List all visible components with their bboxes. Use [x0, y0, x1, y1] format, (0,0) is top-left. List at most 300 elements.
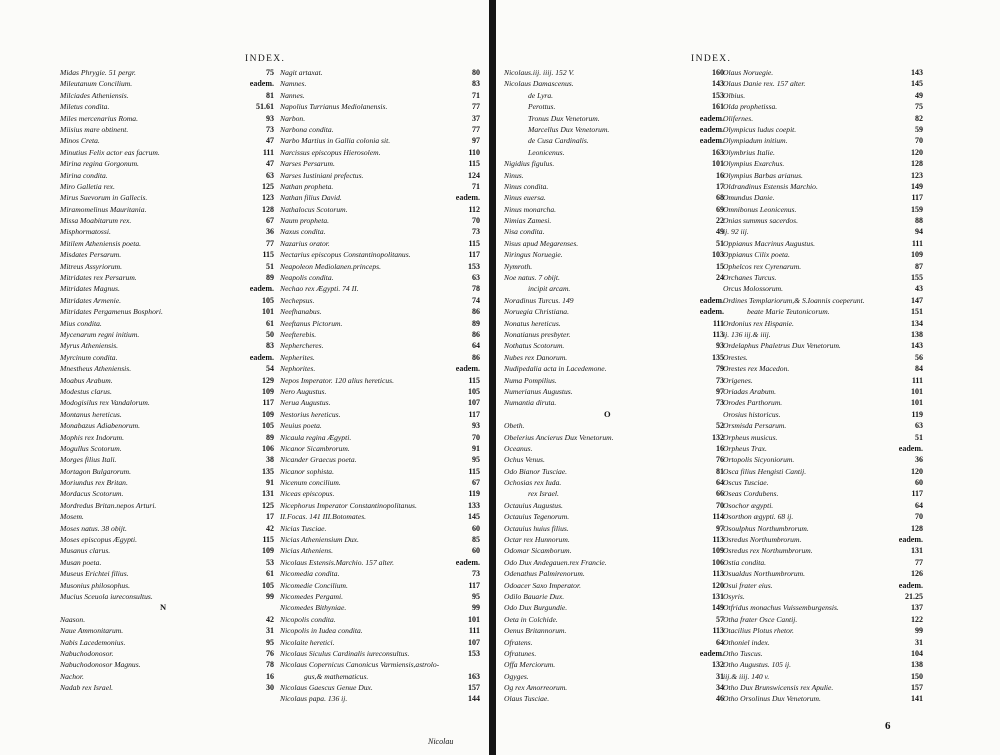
index-entry [60, 432, 278, 443]
left-index-column-1 [60, 67, 278, 693]
index-entry [504, 580, 726, 591]
entry-page-ref: 115 [262, 535, 274, 545]
index-entry [504, 568, 726, 579]
index-entry [723, 637, 935, 648]
index-entry [504, 90, 726, 101]
index-entry [280, 340, 480, 351]
index-entry [60, 443, 278, 454]
entry-page-ref: 109 [262, 546, 274, 556]
entry-page-ref: 56 [915, 352, 923, 362]
entry-page-ref: 95 [266, 637, 274, 647]
index-entry [723, 158, 935, 169]
entry-page-ref: 133 [468, 500, 480, 510]
entry-page-ref: 123 [262, 193, 274, 203]
entry-text: Nadab rex Israel. [60, 683, 114, 693]
entry-text: Nepherites. [280, 352, 315, 362]
index-entry [60, 477, 278, 488]
index-entry [504, 318, 726, 329]
entry-page-ref: 42 [266, 523, 274, 533]
entry-text: Osca filius Hengisti Cantij. [723, 466, 807, 476]
entry-page-ref: eadem. [699, 124, 724, 134]
entry-text: Neapolis condita. [280, 273, 334, 283]
index-entry [723, 648, 935, 659]
index-entry [60, 78, 278, 89]
entry-text: Niceas episcopus. [280, 489, 335, 499]
entry-page-ref: 73 [716, 375, 724, 385]
entry-page-ref: 153 [712, 90, 724, 100]
entry-text: gus,& mathematicus. [304, 671, 369, 681]
entry-text: Mitridates Armenie. [60, 295, 122, 305]
index-entry [60, 226, 278, 237]
entry-text: Odilo Bauarie Dux. [504, 591, 565, 601]
entry-page-ref: 128 [262, 204, 274, 214]
entry-page-ref: 132 [712, 432, 724, 442]
entry-page-ref: 99 [472, 603, 480, 613]
entry-page-ref: 97 [472, 136, 480, 146]
entry-page-ref: 81 [716, 466, 724, 476]
entry-page-ref: 99 [915, 626, 923, 636]
index-entry [60, 545, 278, 556]
entry-text: Offa Merciorum. [504, 660, 556, 670]
index-entry [280, 67, 480, 78]
entry-text: Nabuchodonosor Magnus. [60, 660, 141, 670]
entry-page-ref: 101 [712, 159, 724, 169]
entry-page-ref: 119 [468, 489, 480, 499]
entry-text: Nicephorus Imperator Constantinopolitanus. [280, 500, 417, 510]
index-entry [60, 580, 278, 591]
entry-page-ref: 128 [911, 159, 923, 169]
entry-page-ref: 61 [266, 318, 274, 328]
entry-page-ref: 113 [712, 569, 724, 579]
entry-text: Olbius. [723, 90, 746, 100]
entry-page-ref: 119 [911, 409, 923, 419]
entry-page-ref: 106 [262, 443, 274, 453]
entry-page-ref: 59 [915, 124, 923, 134]
entry-text: Moriundus rex Britan. [60, 478, 128, 488]
entry-page-ref: 120 [712, 580, 724, 590]
entry-page-ref: 78 [266, 660, 274, 670]
index-entry [280, 113, 480, 124]
index-entry [280, 523, 480, 534]
entry-page-ref: 64 [716, 637, 724, 647]
index-entry [504, 693, 726, 704]
entry-page-ref: eadem. [898, 443, 923, 453]
index-entry [280, 124, 480, 135]
entry-text: Leonicenus. [528, 147, 565, 157]
entry-text: Modogisilus rex Vandalorum. [60, 398, 150, 408]
entry-page-ref: 67 [472, 478, 480, 488]
entry-text: Noradinus Turcus. 149 [504, 295, 574, 305]
entry-page-ref: 60 [472, 546, 480, 556]
entry-text: Olympius Exarchus. [723, 159, 785, 169]
entry-text: Nerua Augustus. [280, 398, 331, 408]
entry-text: II.Focas. 141 III.Botomates. [280, 512, 367, 522]
entry-page-ref: 87 [915, 261, 923, 271]
index-entry [60, 238, 278, 249]
entry-page-ref: 70 [915, 136, 923, 146]
entry-text: Olaus Noruegie. [723, 68, 774, 77]
entry-page-ref: 135 [262, 466, 274, 476]
entry-text: Orestes. [723, 352, 748, 362]
entry-page-ref: 105 [262, 295, 274, 305]
index-entry [504, 466, 726, 477]
entry-text: Ninus euersa. [504, 193, 546, 203]
index-entry [280, 671, 480, 682]
entry-text: Nymroth. [504, 261, 533, 271]
entry-text: Naxus condita. [280, 227, 326, 237]
index-entry [723, 226, 935, 237]
index-entry [504, 500, 726, 511]
entry-text: Mogullus Scotorum. [60, 443, 122, 453]
entry-page-ref: 132 [712, 660, 724, 670]
index-entry [280, 693, 480, 704]
index-entry [723, 261, 935, 272]
entry-page-ref: 103 [712, 250, 724, 260]
entry-page-ref: 17 [716, 181, 724, 191]
entry-text: Oeta in Colchide. [504, 614, 558, 624]
index-entry [60, 568, 278, 579]
entry-text: Mirina regina Gorgonum. [60, 159, 139, 169]
entry-text: Olifernes. [723, 113, 754, 123]
entry-text: Orestes rex Macedon. [723, 364, 790, 374]
entry-text: Marcellus Dux Venetorum. [528, 124, 610, 134]
entry-page-ref: 123 [911, 170, 923, 180]
index-entry [504, 614, 726, 625]
entry-page-ref: 52 [716, 421, 724, 431]
entry-text: Osyris. [723, 591, 745, 601]
index-entry [60, 147, 278, 158]
right-index-column-1 [504, 67, 726, 705]
index-entry [723, 340, 935, 351]
entry-text: Nubes rex Danorum. [504, 352, 568, 362]
entry-page-ref: 77 [472, 124, 480, 134]
index-entry [504, 124, 726, 135]
left-page [40, 0, 485, 755]
entry-text: Otha frater Osce Cantij. [723, 614, 798, 624]
index-entry [280, 591, 480, 602]
entry-page-ref: 93 [472, 421, 480, 431]
entry-page-ref: 117 [262, 398, 274, 408]
entry-page-ref: 101 [262, 307, 274, 317]
index-entry [60, 283, 278, 294]
index-entry [60, 454, 278, 465]
index-entry [60, 192, 278, 203]
entry-page-ref: 79 [716, 364, 724, 374]
entry-page-ref: 30 [266, 683, 274, 693]
index-entry [504, 420, 726, 431]
entry-page-ref: 150 [911, 671, 923, 681]
index-entry [504, 181, 726, 192]
entry-text: Nathan propheta. [280, 181, 334, 191]
entry-text: Odoacer Saxo Imperator. [504, 580, 581, 590]
entry-page-ref: 125 [262, 500, 274, 510]
index-entry [723, 352, 935, 363]
entry-page-ref: 63 [472, 273, 480, 283]
entry-text: Olaus Danie rex. 157 alter. [723, 79, 806, 89]
right-index-column-2 [723, 67, 935, 705]
index-entry [504, 534, 726, 545]
index-entry [60, 135, 278, 146]
entry-page-ref: 16 [266, 671, 274, 681]
entry-text: Odomar Sicamborum. [504, 546, 572, 556]
index-entry [504, 625, 726, 636]
index-entry [723, 454, 935, 465]
index-entry [60, 488, 278, 499]
entry-text: Mycenarum regni initium. [60, 329, 140, 339]
entry-text: Osredus rex Northumbrorum. [723, 546, 813, 556]
index-entry [60, 318, 278, 329]
entry-text: Mortagon Bulgarorum. [60, 466, 132, 476]
index-entry [60, 614, 278, 625]
entry-page-ref: 76 [716, 455, 724, 465]
index-entry [723, 306, 935, 317]
entry-text: Nephercheres. [280, 341, 324, 351]
entry-text: O [604, 408, 611, 419]
entry-page-ref: eadem. [249, 352, 274, 362]
entry-text: Nannes. [280, 90, 305, 100]
entry-page-ref: 141 [911, 694, 923, 704]
entry-page-ref: 115 [468, 375, 480, 385]
entry-page-ref: 134 [911, 318, 923, 328]
index-entry [60, 500, 278, 511]
index-entry [60, 363, 278, 374]
catchword: Nicolau [428, 737, 454, 746]
index-entry [504, 306, 726, 317]
entry-text: Osoulphus Northumbrorum. [723, 523, 809, 533]
entry-text: Nicolaus Damascenus. [504, 79, 574, 89]
entry-page-ref: 70 [915, 512, 923, 522]
entry-text: Nisa condita. [504, 227, 545, 237]
entry-text: Nabuchodonosor. [60, 648, 114, 658]
entry-text: Nicanor Sicambrorum. [280, 443, 350, 453]
entry-page-ref: 95 [472, 591, 480, 601]
index-entry [280, 432, 480, 443]
entry-text: incipit arcam. [528, 284, 571, 294]
entry-page-ref: 17 [266, 512, 274, 522]
entry-page-ref: 117 [468, 580, 480, 590]
entry-text: Nonatianus presbyter. [504, 329, 571, 339]
entry-text: Orosius historicus. [723, 409, 781, 419]
index-entry [504, 375, 726, 386]
entry-page-ref: 85 [472, 535, 480, 545]
entry-page-ref: 125 [262, 181, 274, 191]
entry-page-ref: 105 [262, 580, 274, 590]
index-entry [280, 545, 480, 556]
entry-page-ref: 66 [716, 489, 724, 499]
index-entry [504, 283, 726, 294]
index-entry [504, 659, 726, 670]
index-entry [723, 568, 935, 579]
index-entry [723, 591, 935, 602]
index-entry [723, 477, 935, 488]
section-letter [60, 602, 278, 613]
entry-page-ref: 73 [266, 124, 274, 134]
entry-page-ref: 157 [911, 683, 923, 693]
index-entry [60, 420, 278, 431]
index-entry [723, 432, 935, 443]
entry-page-ref: 86 [472, 352, 480, 362]
entry-text: Nathalocus Scotorum. [280, 204, 348, 214]
index-entry [504, 432, 726, 443]
entry-text: Ninus condita. [504, 181, 549, 191]
entry-page-ref: 111 [468, 626, 480, 636]
index-entry [280, 375, 480, 386]
entry-page-ref: 117 [468, 250, 480, 260]
index-entry [723, 204, 935, 215]
entry-page-ref: 51 [266, 261, 274, 271]
entry-page-ref: 153 [468, 648, 480, 658]
index-entry [280, 682, 480, 693]
entry-page-ref: 107 [468, 398, 480, 408]
entry-page-ref: 93 [716, 341, 724, 351]
index-entry [723, 443, 935, 454]
index-entry [280, 238, 480, 249]
entry-text: Olaus Tusciae. [504, 694, 550, 704]
entry-text: Nicolaus papa. 136 ij. [280, 694, 348, 704]
entry-page-ref: 113 [712, 329, 724, 339]
entry-page-ref: 113 [712, 626, 724, 636]
entry-text: Mosem. [60, 512, 84, 522]
index-entry [60, 272, 278, 283]
index-entry [60, 682, 278, 693]
index-entry [723, 329, 935, 340]
entry-page-ref: 51 [915, 432, 923, 442]
entry-page-ref: 70 [716, 500, 724, 510]
entry-page-ref: 126 [911, 569, 923, 579]
index-entry [280, 420, 480, 431]
entry-text: Ninus. [504, 170, 524, 180]
entry-page-ref: 113 [712, 535, 724, 545]
entry-text: Olympiadum initium. [723, 136, 788, 146]
index-entry [723, 420, 935, 431]
entry-page-ref: 75 [915, 102, 923, 112]
entry-page-ref: 105 [468, 386, 480, 396]
index-entry [280, 90, 480, 101]
entry-page-ref: eadem. [699, 307, 724, 317]
entry-text: Nicaula regina Ægypti. [280, 432, 352, 442]
index-entry [504, 352, 726, 363]
index-entry [280, 409, 480, 420]
index-entry [60, 511, 278, 522]
index-entry [60, 625, 278, 636]
entry-page-ref: 107 [468, 637, 480, 647]
entry-page-ref: 131 [262, 489, 274, 499]
index-entry [60, 158, 278, 169]
entry-text: Ochus Venus. [504, 455, 545, 465]
index-entry [280, 306, 480, 317]
index-entry [280, 318, 480, 329]
entry-text: Oppianus Cilix poeta. [723, 250, 790, 260]
entry-page-ref: 159 [911, 204, 923, 214]
index-entry [280, 477, 480, 488]
entry-text: Nicias Tusciae. [280, 523, 327, 533]
entry-page-ref: 70 [472, 432, 480, 442]
entry-text: Nachor. [60, 671, 84, 681]
index-entry [723, 545, 935, 556]
index-entry [280, 488, 480, 499]
index-entry [280, 249, 480, 260]
entry-page-ref: 86 [472, 307, 480, 317]
index-entry [723, 272, 935, 283]
entry-page-ref: 143 [712, 79, 724, 89]
index-entry [504, 295, 726, 306]
entry-page-ref: 22 [716, 216, 724, 226]
entry-page-ref: 145 [911, 79, 923, 89]
entry-page-ref: 81 [266, 90, 274, 100]
entry-page-ref: eadem. [699, 295, 724, 305]
index-entry [60, 181, 278, 192]
entry-text: iij.& iiij. 140 v. [723, 671, 770, 681]
entry-text: Narbon. [280, 113, 306, 123]
entry-text: rex Israel. [528, 489, 559, 499]
entry-text: Omnibonus Leonicenus. [723, 204, 797, 214]
entry-text: Obeth. [504, 421, 525, 431]
index-entry [723, 488, 935, 499]
entry-page-ref: 86 [472, 329, 480, 339]
entry-text: beate Marie Teutonicorum. [747, 307, 830, 317]
entry-text: Musanus clarus. [60, 546, 111, 556]
entry-page-ref: 71 [472, 90, 480, 100]
entry-page-ref: 49 [716, 227, 724, 237]
entry-page-ref: 57 [716, 614, 724, 624]
entry-text: Ophelcos rex Cyrenarum. [723, 261, 802, 271]
entry-text: Perottus. [528, 102, 556, 112]
entry-text: Nicias Atheniensium Dux. [280, 535, 359, 545]
entry-page-ref: 67 [266, 216, 274, 226]
entry-text: Nicolaus Copernicus Canonicus Varmiensis,astrolo- [280, 660, 440, 670]
entry-page-ref: 31 [915, 637, 923, 647]
entry-page-ref: 34 [716, 683, 724, 693]
entry-text: Nicopolis condita. [280, 614, 336, 624]
entry-text: Miletus condita. [60, 102, 110, 112]
index-entry [723, 602, 935, 613]
right-page [501, 0, 951, 755]
entry-text: Nicolaite heretici. [280, 637, 335, 647]
index-entry [280, 511, 480, 522]
entry-text: Nicanor sophista. [280, 466, 335, 476]
entry-text: Othoniel index. [723, 637, 770, 647]
index-entry [60, 204, 278, 215]
entry-text: Neapoleon Mediolanen.princeps. [280, 261, 382, 271]
index-entry [504, 454, 726, 465]
entry-text: Olymbrius Italie. [723, 147, 775, 157]
entry-page-ref: 143 [911, 341, 923, 351]
entry-page-ref: 115 [468, 159, 480, 169]
index-entry [723, 511, 935, 522]
entry-page-ref: 74 [472, 295, 480, 305]
entry-page-ref: 112 [468, 204, 480, 214]
entry-text: Moses natus. 38 obijt. [60, 523, 127, 533]
entry-page-ref: 109 [712, 546, 724, 556]
entry-page-ref: 51 [716, 238, 724, 248]
entry-page-ref: 115 [468, 238, 480, 248]
entry-page-ref: 120 [911, 466, 923, 476]
entry-text: Ordonius rex Hispanie. [723, 318, 794, 328]
entry-page-ref: 117 [911, 193, 923, 203]
entry-page-ref: 155 [911, 273, 923, 283]
entry-page-ref: 84 [915, 364, 923, 374]
entry-text: Ogyges. [504, 671, 529, 681]
index-entry [723, 283, 935, 294]
entry-text: Osorthon ægypti. 68 ij. [723, 512, 794, 522]
entry-page-ref: 60 [472, 523, 480, 533]
index-entry [280, 272, 480, 283]
index-entry [723, 238, 935, 249]
index-entry [504, 682, 726, 693]
entry-text: Numantia diruta. [504, 398, 557, 408]
index-entry [723, 147, 935, 158]
entry-text: Nigidius figulus. [504, 159, 555, 169]
